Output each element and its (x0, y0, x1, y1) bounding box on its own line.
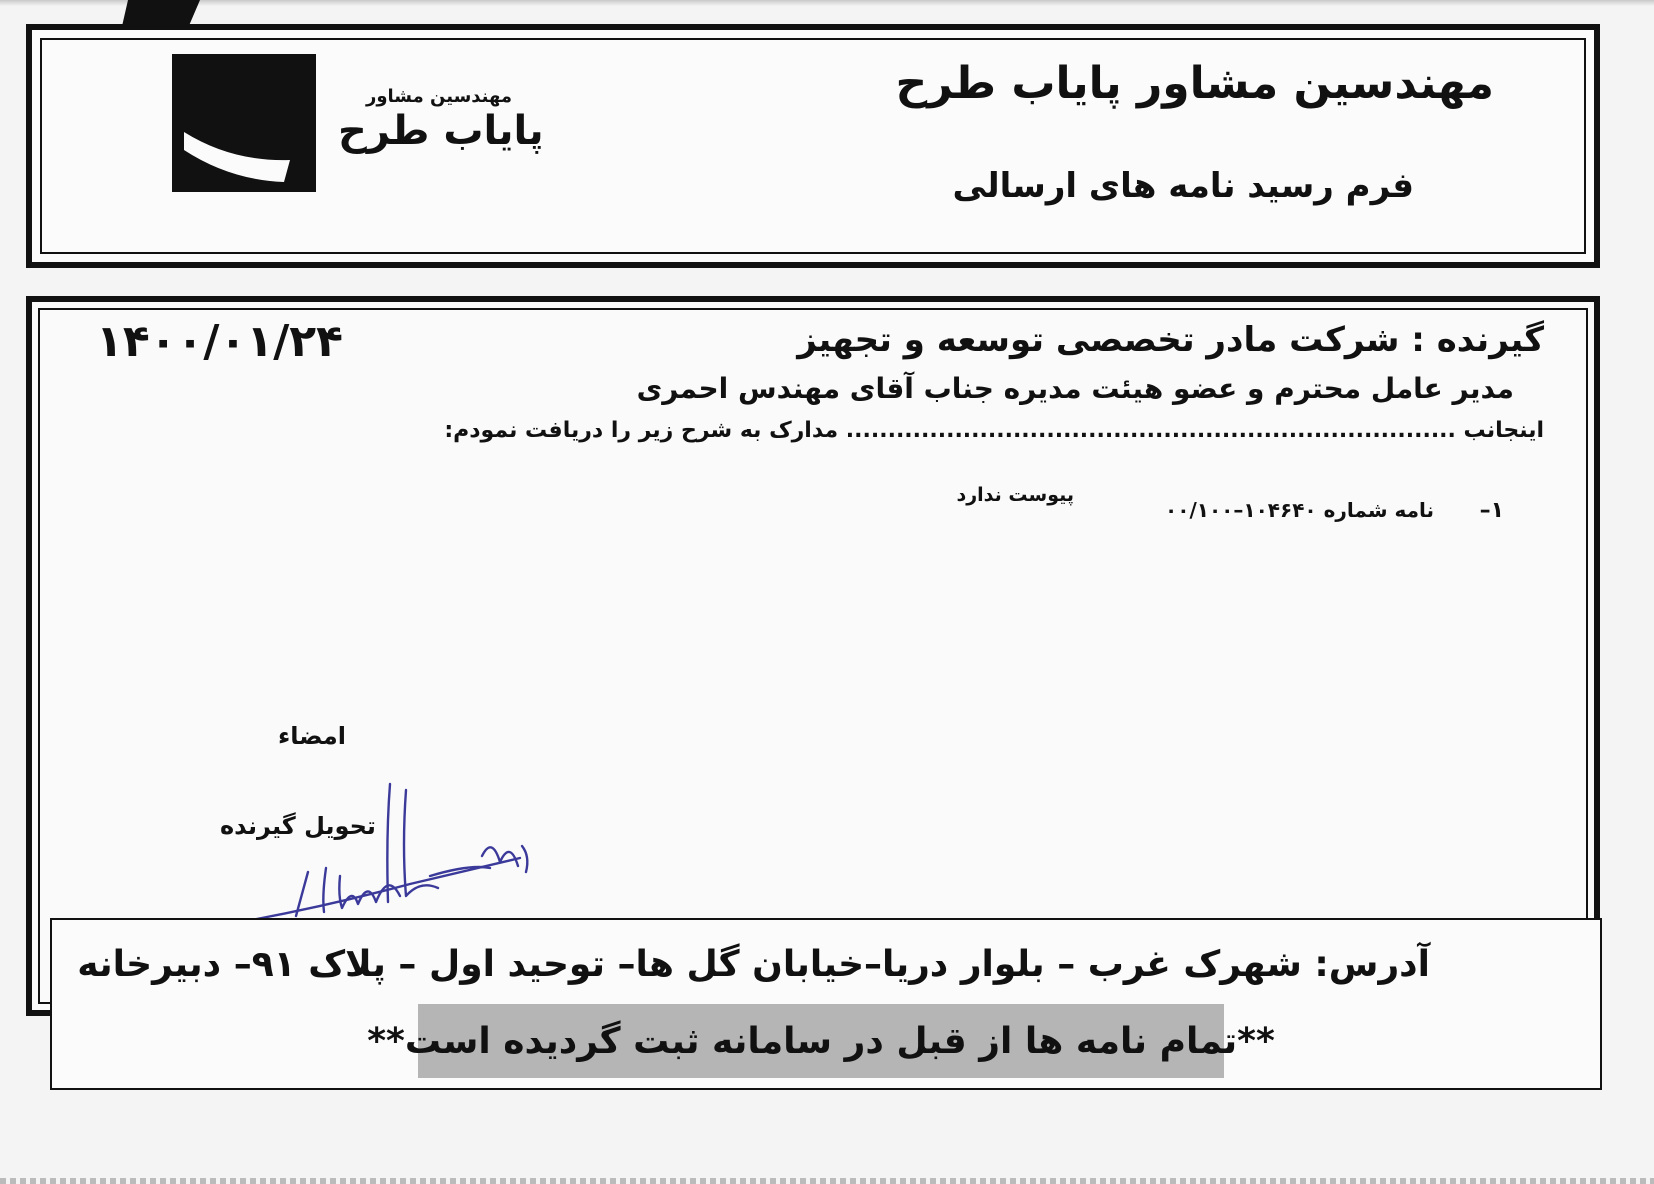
list-item-number: ۱– (1479, 498, 1504, 523)
letter-inner-border (38, 308, 1588, 1004)
signature-label: امضاء (278, 722, 347, 750)
recipient-line: گیرنده : شرکت مادر تخصصی توسعه و تجهیز (797, 320, 1544, 360)
registration-note: **تمام نامه ها از قبل در سامانه ثبت گردیده است** (367, 1020, 1275, 1062)
letter-date: ۱۴۰۰/۰۱/۲۴ (96, 316, 343, 367)
list-item-attachment: پیوست ندارد (956, 484, 1074, 506)
intro-line: اینجانب ......................................................................... مدارک به شرح زیر را دریافت نمودم: (444, 418, 1544, 443)
recipient-title: مدیر عامل محترم و عضو هیئت مدیره جناب آقای مهندس احمری (636, 372, 1514, 405)
scan-edge-bottom (0, 1178, 1654, 1184)
scan-edge-top (0, 0, 1654, 6)
logo-name: پایاب طرح (338, 108, 544, 154)
list-item-letter: نامه شماره ۱۰۴۶۴۰–۰۰/۱۰۰ (1165, 498, 1434, 522)
address-line: آدرس: شهرک غرب – بلوار دریا–خیابان گل ها– توحید اول – پلاک ۹۱– دبیرخانه (77, 944, 1430, 985)
logo-mark-icon (172, 54, 316, 192)
receiver-label: تحویل گیرنده (220, 812, 376, 840)
form-title: فرم رسید نامه های ارسالی (952, 166, 1414, 206)
company-title: مهندسین مشاور پایاب طرح (895, 58, 1494, 109)
logo-subtitle: مهندسین مشاور (366, 86, 513, 107)
